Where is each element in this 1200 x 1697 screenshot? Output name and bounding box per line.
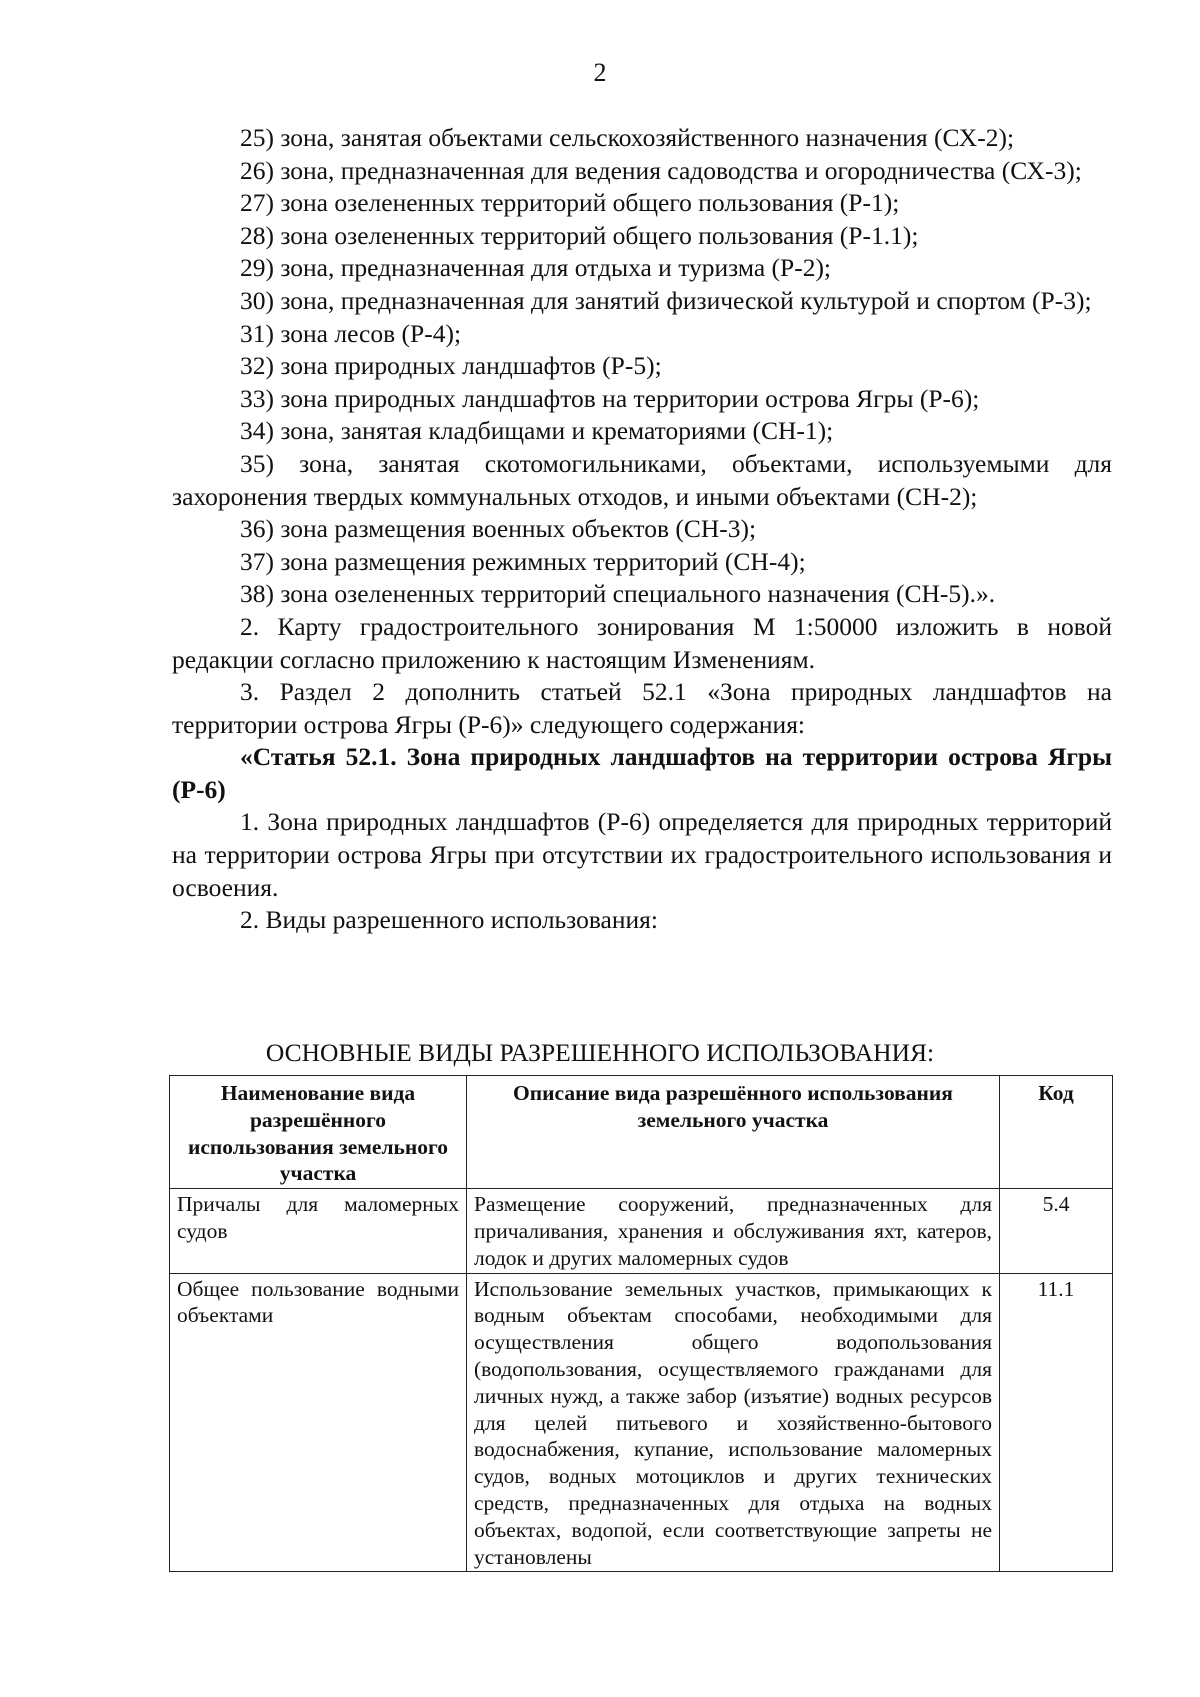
list-item-27: 27) зона озелененных территорий общего пользования (Р-1); <box>240 188 900 218</box>
permitted-uses-table <box>169 1075 1113 1572</box>
row-description: Размещение сооружений, предназначенных для причаливания, хранения и обслуживания яхт, катеров, лодок и других маломерных судов <box>467 1189 1000 1273</box>
list-item-31: 31) зона лесов (Р-4); <box>240 318 462 348</box>
header-name: Наименование вида разрешённого использования земельного участка <box>170 1076 467 1189</box>
table-title: ОСНОВНЫЕ ВИДЫ РАЗРЕШЕННОГО ИСПОЛЬЗОВАНИЯ: <box>265 1038 935 1067</box>
table-row <box>170 1189 1113 1273</box>
article-heading: «Статья 52.1. Зона природных ландшафтов на территории острова Ягры (Р-6) <box>172 742 1112 804</box>
row-description: Использование земельных участков, примыкающих к водным объектам способами, необходимыми для осуществления общего водопользования (водопользования, осуществляемого гражданами для личных нужд, а также забор (изъятие) водных ресурсов для целей питьевого и хозяйственно-бытового водоснабжения, купание, использование маломерных судов, водных мотоциклов и других технических средств, предназначенных для отдыха на водных объектах, водопой, если соответствующие запреты не установлены <box>467 1273 1000 1572</box>
table-header-row <box>170 1076 1113 1189</box>
row-code: 11.1 <box>1000 1273 1113 1572</box>
list-item-36: 36) зона размещения военных объектов (СН-3); <box>240 514 757 544</box>
list-item-34: 34) зона, занятая кладбищами и крематориями (СН-1); <box>240 416 834 446</box>
header-description: Описание вида разрешённого использования земельного участка <box>467 1076 1000 1189</box>
header-code: Код <box>1000 1076 1113 1189</box>
list-item-32: 32) зона природных ландшафтов (Р-5); <box>240 351 662 381</box>
paragraph-permitted-uses: 2. Виды разрешенного использования: <box>240 905 658 935</box>
paragraph-zone-definition: 1. Зона природных ландшафтов (Р-6) определяется для природных территорий на территории острова Ягры при отсутствии их градостроительного использования и освоения. <box>172 807 1112 902</box>
row-name: Причалы для маломерных судов <box>170 1189 467 1273</box>
list-item-35: 35) зона, занятая скотомогильниками, объектами, используемыми для захоронения твердых коммунальных отходов, и иными объектами (СН-2); <box>172 448 1112 511</box>
list-item-28: 28) зона озелененных территорий общего пользования (Р-1.1); <box>240 220 919 250</box>
row-code: 5.4 <box>1000 1189 1113 1273</box>
list-item-26: 26) зона, предназначенная для ведения садоводства и огородничества (СХ-3); <box>240 155 1082 185</box>
list-item-37: 37) зона размещения режимных территорий (СН-4); <box>240 546 806 576</box>
paragraph-section-2: 3. Раздел 2 дополнить статьей 52.1 «Зона природных ландшафтов на территории острова Ягры (Р-6)» следующего содержания: <box>172 677 1112 739</box>
document-body <box>172 122 1112 937</box>
page-number: 2 <box>593 58 607 87</box>
list-item-29: 29) зона, предназначенная для отдыха и туризма (Р-2); <box>240 253 832 283</box>
list-item-25: 25) зона, занятая объектами сельскохозяйственного назначения (СХ-2); <box>240 123 1015 152</box>
row-name: Общее пользование водными объектами <box>170 1273 467 1572</box>
paragraph-map: 2. Карту градостроительного зонирования М 1:50000 изложить в новой редакции согласно приложению к настоящим Изменениям. <box>172 611 1112 674</box>
table-row <box>170 1273 1113 1572</box>
list-item-30: 30) зона, предназначенная для занятий физической культурой и спортом (Р-3); <box>240 285 1092 315</box>
list-item-38: 38) зона озелененных территорий специального назначения (СН-5).». <box>240 579 996 609</box>
list-item-33: 33) зона природных ландшафтов на территории острова Ягры (Р-6); <box>240 383 980 413</box>
